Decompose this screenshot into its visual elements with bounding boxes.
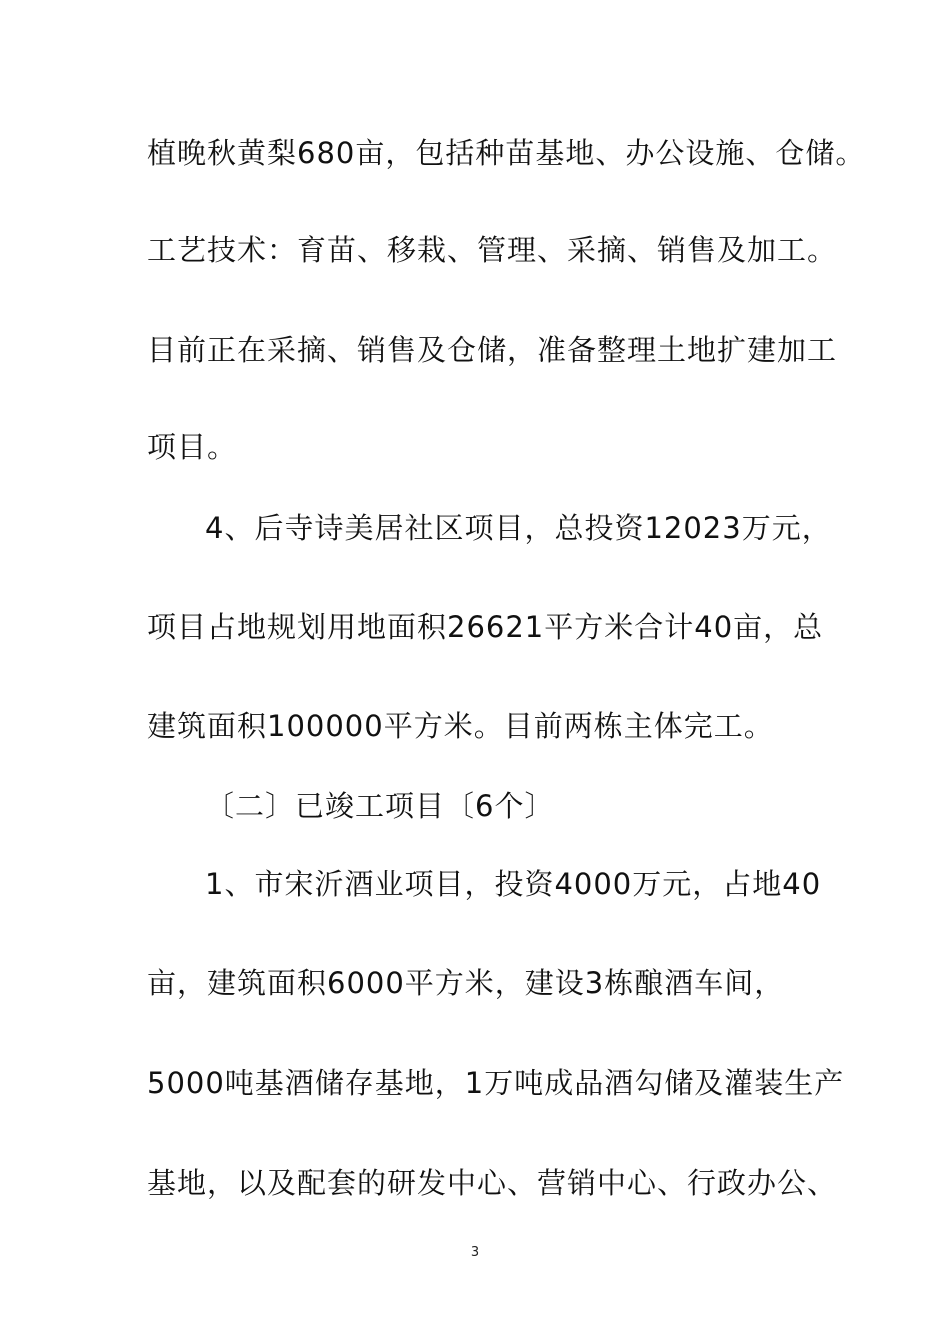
body-text-line: 项目。 (147, 430, 238, 464)
body-text-line: 基地，以及配套的研发中心、营销中心、行政办公、 (147, 1166, 838, 1200)
body-text-line: 5000吨基酒储存基地，1万吨成品酒勾储及灌装生产 (147, 1066, 845, 1100)
body-text-line: 目前正在采摘、销售及仓储，准备整理土地扩建加工 (147, 333, 838, 367)
paragraph-start-line: 4、后寺诗美居社区项目，总投资12023万元， (205, 511, 832, 545)
body-text-line: 工艺技术：育苗、移栽、管理、采摘、销售及加工。 (147, 233, 838, 267)
body-text-line: 亩，建筑面积6000平方米，建设3栋酿酒车间， (147, 966, 785, 1000)
page-number: 3 (470, 1245, 480, 1260)
body-text-line: 植晚秋黄梨680亩，包括种苗基地、办公设施、仓储。 (147, 136, 866, 170)
body-text-line: 建筑面积100000平方米。目前两栋主体完工。 (147, 709, 774, 743)
paragraph-start-line: 1、市宋沂酒业项目，投资4000万元，占地40 (205, 867, 822, 901)
section-heading: 〔二〕已竣工项目〔6个〕 (205, 789, 555, 823)
body-text-line: 项目占地规划用地面积26621平方米合计40亩，总 (147, 610, 824, 644)
